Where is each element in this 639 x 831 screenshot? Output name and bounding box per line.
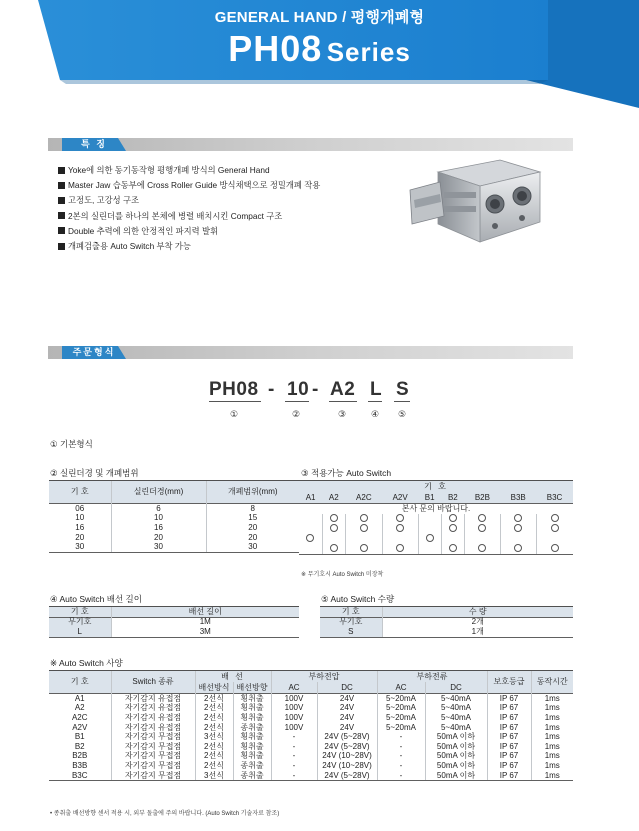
available-circle-icon xyxy=(478,524,486,532)
code-bore: 10 xyxy=(287,379,310,400)
feature-item: 고정도, 고강성 구조 xyxy=(58,193,320,208)
available-circle-icon xyxy=(478,514,486,522)
table-row xyxy=(299,544,573,555)
bullet-icon xyxy=(58,197,65,204)
available-circle-icon xyxy=(396,524,404,532)
bullet-icon xyxy=(58,212,65,219)
features-label: 특 징 xyxy=(81,139,107,149)
code-number: ⑤ xyxy=(398,409,407,419)
code-number: ① xyxy=(230,409,239,419)
feature-item: 개폐검출용 Auto Switch 부착 가능 xyxy=(58,239,320,254)
available-circle-icon xyxy=(514,524,522,532)
column-header: AC xyxy=(377,682,425,694)
available-circle-icon xyxy=(551,524,559,532)
column-header: 기 호 xyxy=(49,671,111,694)
switch-note: ※ 무기호시 Auto Switch 미장착 xyxy=(301,572,384,578)
column-header: 배 선 xyxy=(195,671,271,683)
available-circle-icon xyxy=(330,524,338,532)
code-underline xyxy=(209,401,261,402)
code-dash: - xyxy=(312,379,319,400)
table-row: 무기호 2개 xyxy=(320,617,573,627)
available-circle-icon xyxy=(478,544,486,552)
column-header: B2B xyxy=(464,492,500,504)
table-row: B2B 자기감지 무접점 2선식 횡취출 - 24V (10~28V) - 50mA 이하 IP 67 1ms xyxy=(49,752,573,762)
available-circle-icon xyxy=(449,514,457,522)
table-row: S 1개 xyxy=(320,627,573,637)
code-dash: - xyxy=(268,379,275,400)
available-circle-icon xyxy=(360,544,368,552)
table-row xyxy=(299,524,573,534)
column-header: 보호등급 xyxy=(487,671,531,694)
table-row: 06 6 8 xyxy=(49,504,299,514)
available-circle-icon xyxy=(330,544,338,552)
column-header: DC xyxy=(425,682,487,694)
code-number: ④ xyxy=(371,409,380,419)
feature-item: Master Jaw 습동부에 Cross Roller Guide 방식채택으로 정밀개폐 작용 xyxy=(58,178,320,193)
available-circle-icon xyxy=(514,514,522,522)
switch-group-header: 기 호 xyxy=(299,481,573,493)
table-row: 10 10 15 xyxy=(49,514,299,524)
available-circle-icon xyxy=(514,544,522,552)
order-label: 주문형식 xyxy=(72,347,116,357)
qty-table-label: ⑤ Auto Switch 수량 xyxy=(321,594,395,604)
code-series: PH08 xyxy=(209,379,259,400)
switch-table xyxy=(299,480,573,555)
table-row: B2 자기감지 무접점 2선식 횡취출 - 24V (5~28V) - 50mA 이하 IP 67 1ms xyxy=(49,742,573,752)
code-length: L xyxy=(370,379,383,400)
feature-list xyxy=(58,163,320,254)
column-header: 기 호 xyxy=(320,607,382,618)
column-header: 기 호 xyxy=(49,481,111,504)
code-underline xyxy=(394,401,410,402)
code-switch: A2 xyxy=(330,379,356,400)
table-row: 16 16 20 xyxy=(49,523,299,533)
bore-table xyxy=(49,480,299,553)
column-header: 배선방식 xyxy=(195,682,233,694)
spec-note: • 종취출 배선방향 센서 적용 시, 외부 돌출에 주의 바랍니다. (Auto Switch 기술자료 참조) xyxy=(50,811,280,817)
available-circle-icon xyxy=(449,544,457,552)
bullet-icon xyxy=(58,182,65,189)
column-header: B3C xyxy=(536,492,573,504)
column-header: 부하전압 xyxy=(271,671,377,683)
table-row: 20 20 20 xyxy=(49,533,299,543)
table-row: A1 자기감지 유접점 2선식 횡취출 100V 24V 5~20mA 5~40mA IP 67 1ms xyxy=(49,694,573,704)
code-underline xyxy=(329,401,357,402)
column-header: B3B xyxy=(500,492,536,504)
column-header: B2 xyxy=(441,492,464,504)
table-row: A2C 자기감지 유접점 2선식 횡취출 100V 24V 5~20mA 5~40mA IP 67 1ms xyxy=(49,713,573,723)
available-circle-icon xyxy=(360,514,368,522)
series-title xyxy=(0,28,639,70)
column-header: 개폐범위(mm) xyxy=(206,481,299,504)
available-circle-icon xyxy=(449,524,457,532)
table-row: B3C 자기감지 무접점 3선식 종취출 - 24V (5~28V) - 50mA 이하 IP 67 1ms xyxy=(49,771,573,781)
section-bar-shape xyxy=(48,346,573,359)
table-row: B1 자기감지 무접점 3선식 횡취출 - 24V (5~28V) - 50mA 이하 IP 67 1ms xyxy=(49,732,573,742)
available-circle-icon xyxy=(396,514,404,522)
table-row: A2V 자기감지 유접점 2선식 종취출 100V 24V 5~20mA 5~40mA IP 67 1ms xyxy=(49,723,573,733)
bullet-icon xyxy=(58,243,65,250)
available-circle-icon xyxy=(396,544,404,552)
available-circle-icon xyxy=(306,534,314,542)
column-header: 기 호 xyxy=(49,607,111,618)
bullet-icon xyxy=(58,167,65,174)
column-header: B1 xyxy=(418,492,441,504)
qty-table xyxy=(320,606,573,638)
column-header: Switch 종류 xyxy=(111,671,195,694)
code-qty: S xyxy=(396,379,410,400)
column-header: 수 량 xyxy=(382,607,573,618)
column-header: 배선방향 xyxy=(233,682,271,694)
column-header: AC xyxy=(271,682,317,694)
feature-item: 2본의 실린더를 하나의 본체에 병렬 배치시킨 Compact 구조 xyxy=(58,209,320,224)
spec-table xyxy=(49,670,573,781)
length-table-label: ④ Auto Switch 배선 길이 xyxy=(50,594,142,604)
order-section-bar xyxy=(48,346,573,359)
column-header: 실린더경(mm) xyxy=(111,481,206,504)
column-header: 부하전류 xyxy=(377,671,487,683)
code-underline xyxy=(285,401,309,402)
code-number: ③ xyxy=(338,409,347,419)
table-row: B3B 자기감지 무접점 2선식 종취출 - 24V (10~28V) - 50mA 이하 IP 67 1ms xyxy=(49,761,573,771)
code-underline xyxy=(368,401,382,402)
column-header: 동작시간 xyxy=(531,671,573,694)
table-row xyxy=(299,534,573,544)
column-header: 배선 길이 xyxy=(111,607,299,618)
code-number: ② xyxy=(292,409,301,419)
banner-subtitle: GENERAL HAND / 평행개폐형 xyxy=(214,9,425,26)
table-row: A2 자기감지 유접점 2선식 횡취출 100V 24V 5~20mA 5~40mA IP 67 1ms xyxy=(49,704,573,714)
column-header: DC xyxy=(317,682,377,694)
table-row: 30 30 30 xyxy=(49,542,299,552)
length-table xyxy=(49,606,299,638)
available-circle-icon xyxy=(551,544,559,552)
series-suffix: Series xyxy=(326,37,411,67)
table-row: 무기호 1M xyxy=(49,617,299,627)
bore-table-label: ② 실린더경 및 개폐범위 xyxy=(50,468,139,478)
series-prefix: PH08 xyxy=(228,28,323,69)
product-image xyxy=(400,150,550,255)
available-circle-icon xyxy=(330,514,338,522)
feature-item: Yoke에 의한 동기동작형 평행개폐 방식의 General Hand xyxy=(58,163,320,178)
available-circle-icon xyxy=(426,534,434,542)
basic-type-label: ① 기본형식 xyxy=(50,439,93,449)
table-row xyxy=(299,514,573,524)
feature-item: Double 추력에 의한 안정적인 파지력 발휘 xyxy=(58,224,320,239)
header-banner xyxy=(0,0,639,110)
switch-table-label: ③ 적용가능 Auto Switch xyxy=(301,468,392,478)
inquiry-text: 본사 문의 바랍니다. xyxy=(299,504,573,514)
spec-table-label: ※ Auto Switch 사양 xyxy=(50,658,123,668)
column-header: A2 xyxy=(322,492,345,504)
column-header: A1 xyxy=(299,492,322,504)
available-circle-icon xyxy=(360,524,368,532)
table-row xyxy=(299,504,573,514)
bullet-icon xyxy=(58,227,65,234)
column-header: A2V xyxy=(382,492,418,504)
column-header: A2C xyxy=(345,492,382,504)
table-row: L 3M xyxy=(49,627,299,637)
available-circle-icon xyxy=(551,514,559,522)
